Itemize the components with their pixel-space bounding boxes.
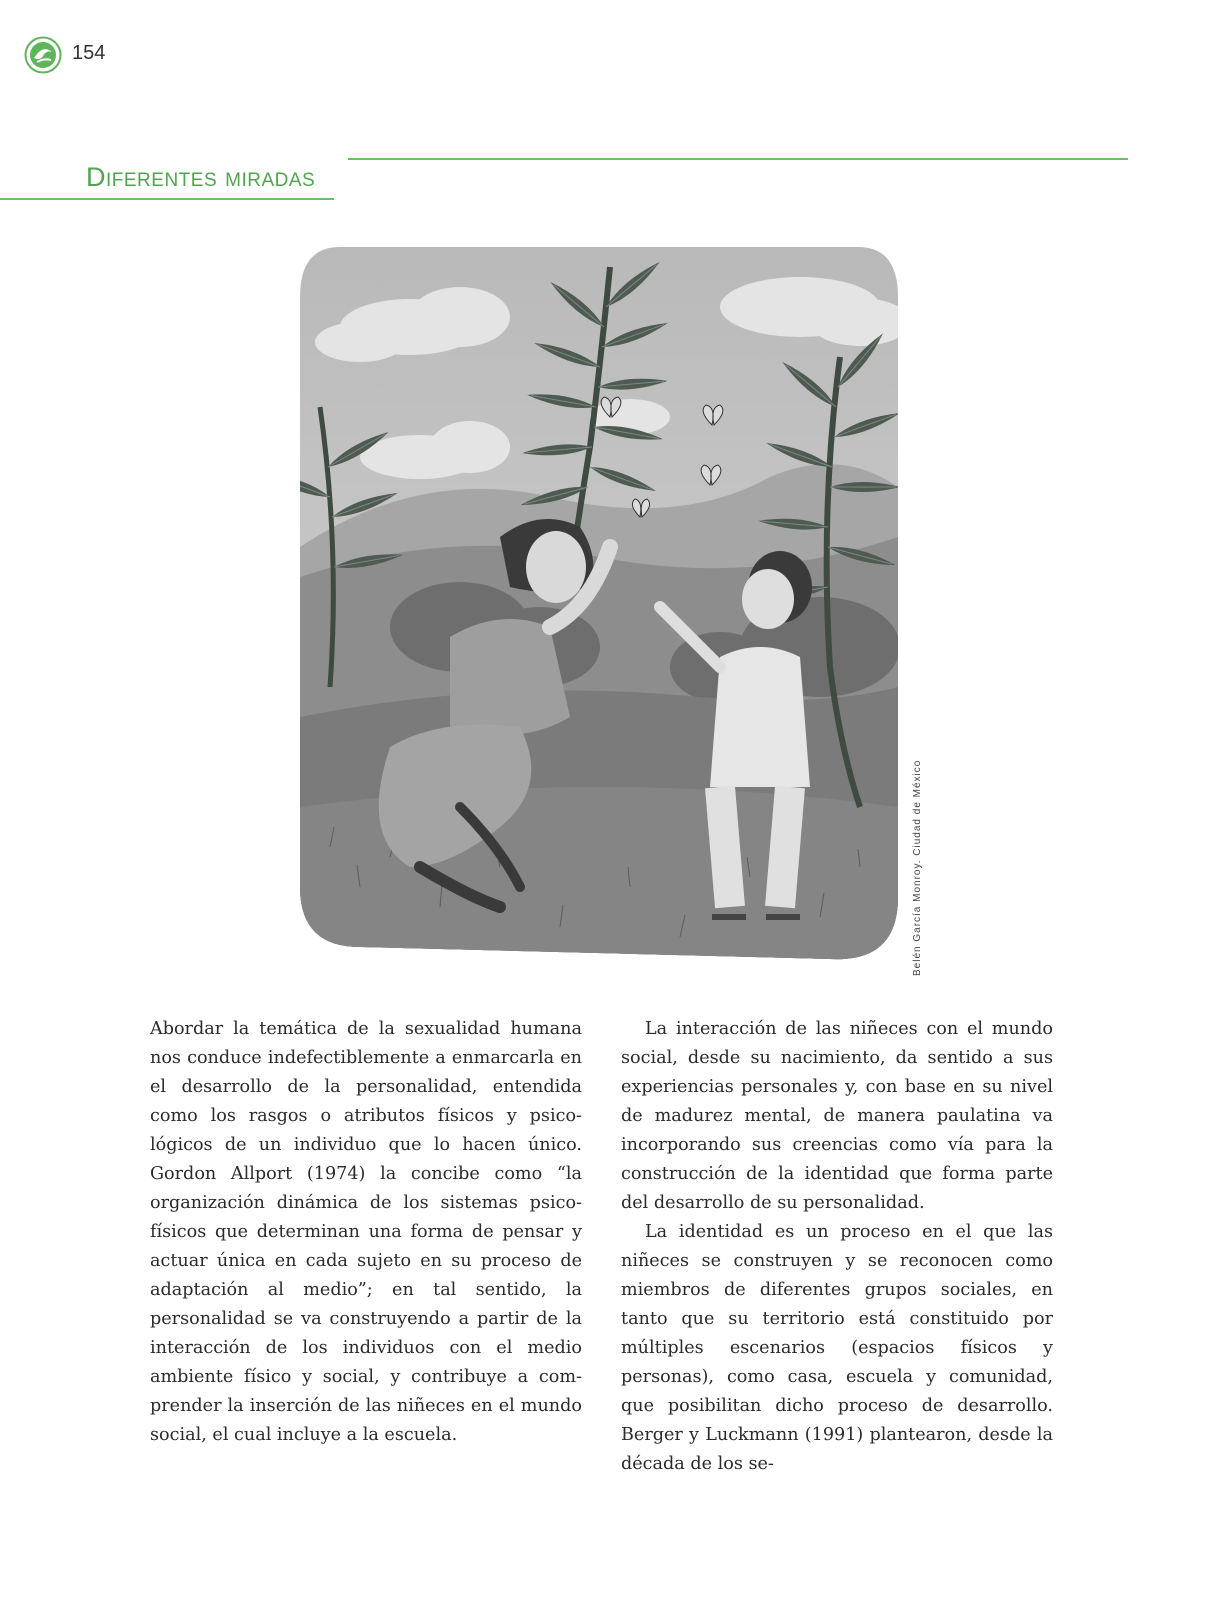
- paragraph: La interacción de las niñeces con el mundo social, desde su nacimiento, da sentido a sus experiencias personales y, con base en su nivel de madurez mental, de manera paulatina va incorporando sus creencias como vía para la construcción de la identidad que forma parte del desarrollo de su personalidad.: [621, 1019, 1053, 1213]
- title-rule-left: [0, 198, 334, 200]
- illustration-woman-girl-butterflies: [300, 247, 898, 963]
- text-column-left: [150, 1015, 582, 1450]
- text-column-right: [621, 1015, 1053, 1479]
- title-rule-right: [348, 158, 1128, 160]
- paragraph: La identidad es un proceso en el que las niñeces se construyen y se reconocen como miembros de diferentes grupos sociales, en tanto que su territorio está constituido por múltiples escenarios (espacios físicos y personas), como casa, escuela y comunidad, que posibilitan dicho proceso de desarrollo. Berger y Luckmann (1991) plantearon, desde la década de los se-: [621, 1222, 1053, 1474]
- book-logo-icon: [24, 36, 62, 74]
- illustration-credit: Belén García Monroy. Ciudad de México: [912, 759, 923, 976]
- section-title: Diferentes miradas: [86, 162, 316, 192]
- page-number: 154: [72, 42, 106, 64]
- paragraph: Abordar la temática de la sexualidad humana nos conduce indefectiblemente a enmarcarla en el desarrollo de la personalidad, entendida como los rasgos o atributos físicos y psicológicos de un individuo que lo hacen único. Gordon Allport (1974) la concibe como “la organización dinámica de los sistemas psicofísicos que determinan una forma de pensar y actuar única en cada sujeto en su proceso de adaptación al medio”; en tal sentido, la personalidad se va construyendo a partir de la interacción de los individuos con el medio ambiente físico y social, y contribuye a comprender la inserción de las niñeces en el mundo social, el cual incluye a la escuela.: [150, 1019, 582, 1445]
